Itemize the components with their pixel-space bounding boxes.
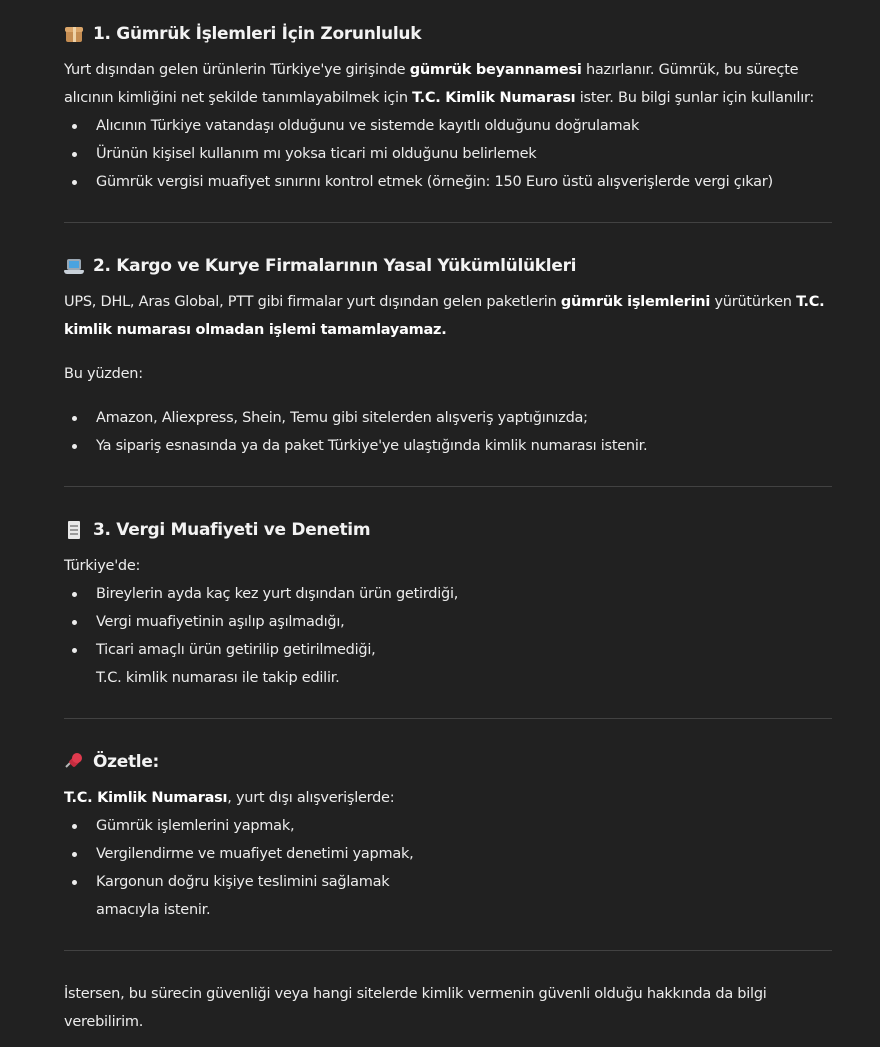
- section-title: 1. Gümrük İşlemleri İçin Zorunluluk: [93, 24, 422, 44]
- list-item: Gümrük vergisi muafiyet sınırını kontrol etmek (örneğin: 150 Euro üstü alışverişlerde vergi çıkar): [64, 168, 832, 196]
- list-item: Bireylerin ayda kaç kez yurt dışından ürün getirdiği,: [64, 580, 832, 608]
- list-item: Ürünün kişisel kullanım mı yoksa ticari mi olduğunu belirlemek: [64, 140, 832, 168]
- section-title: 3. Vergi Muafiyeti ve Denetim: [93, 520, 371, 540]
- divider: [64, 222, 832, 223]
- bullet-list: [64, 812, 832, 896]
- list-continuation: amacıyla istenir.: [96, 902, 211, 918]
- divider: [64, 950, 832, 951]
- list-item: Kargonun doğru kişiye teslimini sağlamak: [64, 868, 832, 896]
- bullet-list: [64, 112, 832, 196]
- section-paragraph: Bu yüzden:: [64, 366, 143, 382]
- assistant-message: [64, 0, 832, 1036]
- list-item: Vergi muafiyetinin aşılıp aşılmadığı,: [64, 608, 832, 636]
- bullet-list: [64, 580, 832, 664]
- list-item: Ticari amaçlı ürün getirilip getirilmediği,: [64, 636, 832, 664]
- laptop-icon: [64, 256, 84, 276]
- section-title: Özetle:: [93, 752, 160, 772]
- pushpin-icon: [64, 752, 84, 772]
- list-item: Vergilendirme ve muafiyet denetimi yapmak,: [64, 840, 832, 868]
- section-paragraph: Yurt dışından gelen ürünlerin Türkiye'ye girişinde gümrük beyannamesi hazırlanır. Gümrük, bu süreçte alıcının kimliğini net şekilde tanımlayabilmek için T.C. Kimlik Numarası ister. Bu bilgi şunlar için kullanılır:: [64, 62, 815, 106]
- list-item: Ya sipariş esnasında ya da paket Türkiye'ye ulaştığında kimlik numarası istenir.: [64, 432, 832, 460]
- section-paragraph: T.C. Kimlik Numarası, yurt dışı alışverişlerde:: [64, 790, 395, 806]
- divider: [64, 718, 832, 719]
- package-icon: [64, 24, 84, 44]
- section-heading-tax: [64, 516, 832, 544]
- divider: [64, 486, 832, 487]
- section-heading-summary: [64, 748, 832, 776]
- section-paragraph: UPS, DHL, Aras Global, PTT gibi firmalar yurt dışından gelen paketlerin gümrük işlemlerini yürütürken T.C. kimlik numarası olmadan işlemi tamamlayamaz.: [64, 294, 825, 338]
- bullet-list: [64, 404, 832, 460]
- section-title: 2. Kargo ve Kurye Firmalarının Yasal Yükümlülükleri: [93, 256, 577, 276]
- section-paragraph: Türkiye'de:: [64, 558, 141, 574]
- list-continuation: T.C. kimlik numarası ile takip edilir.: [96, 670, 340, 686]
- list-item: Amazon, Aliexpress, Shein, Temu gibi sitelerden alışveriş yaptığınızda;: [64, 404, 832, 432]
- section-heading-shipping: [64, 252, 832, 280]
- list-item: Alıcının Türkiye vatandaşı olduğunu ve sistemde kayıtlı olduğunu doğrulamak: [64, 112, 832, 140]
- section-heading-customs: [64, 20, 832, 48]
- list-item: Gümrük işlemlerini yapmak,: [64, 812, 832, 840]
- closing-paragraph: İstersen, bu sürecin güvenliği veya hangi sitelerde kimlik vermenin güvenli olduğu hakkında da bilgi verebilirim.: [64, 986, 767, 1030]
- receipt-icon: [64, 520, 84, 540]
